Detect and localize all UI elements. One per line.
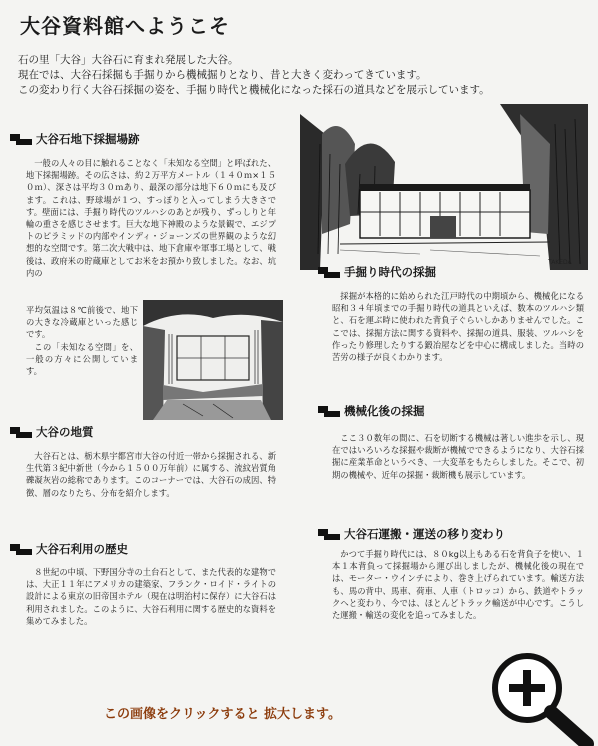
section-title: 機械化後の採掘 [344,404,425,418]
section-marker-icon [10,544,32,555]
museum-illustration [300,104,588,270]
section-marker-icon [318,406,340,417]
section-body-history: ８世紀の中頃、下野国分寺の土台石として、また代表的な建物では、大正１１年にアメリカの建築家、フランク・ロイド・ライトの設計による東京の旧帝国ホテル（現在は明治村に保存）に大谷石は利用されました。このように、大谷石利用に関する歴史的な資料を集めてみました。 [26,567,276,626]
section-heading-transport [318,526,505,542]
section-marker-icon [318,529,340,540]
enlarge-caption[interactable]: この画像をクリックすると 拡大します。 [104,707,341,722]
page-title: 大谷資料館へようこそ [20,14,230,38]
artist-signature: TAKEDA [548,259,572,266]
section-heading-geology [10,424,94,440]
section-title: 大谷石利用の歴史 [36,542,128,556]
section-heading-handdig [318,264,436,280]
section-body-underground: 一般の人々の目に触れることなく「未知なる空間」と呼ばれた、地下採掘場跡。その広さは、約２万平方メートル（１４０ｍ×１５０ｍ）、深さは平均３０ｍあり、最深の部分は地下６０ｍにも及びます。これは、野球場が１つ、すっぽりと入ってしまう大きさです。壁面には、手掘り時代のツルハシのあとが残り、ずっしりと年輪の重さを感じさせます。巨大な地下神殿のような景観で、エジプトのピラミッドの内部やインディ・ジョーンズの世界観のような幻想的な空間です。第二次大戦中は、地下倉庫や軍事工場として、戦後は、政府米の貯蔵庫としてお米をお預かり致しました。なお、坑内の [26,158,276,278]
section-body-transport: かつて手掘り時代には、８０kg以上もある石を背負子を使い、１本１本背負って採掘場から運び出しましたが、機械化後の現在では、モーター・ウインチにより、巻き上げられています。輸送方法も、馬の背中、馬車、荷車、人車（トロッコ）から、鉄道やトラックへと変わり、今では、ほとんどトラック輸送が中心です。こうした運搬・輸送の変化を追ってみました。 [332,549,584,621]
section-body-geology: 大谷石とは、栃木県宇都宮市大谷の付近一帯から採掘される、新生代第３紀中新世（今から１５００万年前）に属する、流紋岩質角礫凝灰岩の総称であります。このコーナーでは、大谷石の成因、特徴、層のなりたち、分布を紹介します。 [26,451,276,498]
section-marker-icon [318,267,340,278]
intro-line: 現在では、大谷石採掘も手掘りから機械掘りとなり、昔と大きく変わってきています。 [18,69,427,81]
section-marker-icon [10,134,32,145]
section-heading-underground [10,131,140,147]
section-title: 大谷の地質 [36,425,94,439]
section-body-underground-end: この「未知なる空間」を、一般の方々に公開しています。 [26,342,138,377]
cave-illustration [143,300,283,420]
section-body-mechanized: ここ３０数年の間に、石を切断する機械は著しい進歩を示し、現在ではいろいろな採掘や裁断が機械でできるようになり、大谷石採掘に産業革命というべき、一大変革をもたらしました。そこで、初期の機械や、近年の採掘・裁断機も展示しています。 [332,433,584,480]
intro-text [18,53,578,98]
intro-line: 石の里「大谷」大谷石に育まれ発展した大谷。 [18,54,239,66]
section-title: 大谷石運搬・運送の移り変わり [344,527,505,541]
section-heading-history [10,541,128,557]
zoom-in-icon[interactable] [487,650,595,746]
section-heading-mechanized [318,403,425,419]
intro-line: この変わり行く大谷石採掘の姿を、手掘り時代と機械化になった採石の道具などを展示しています。 [18,84,490,96]
section-body-underground-tail: 平均気温は８℃前後で、地下の大きな冷蔵庫といった感じです。 [26,305,138,340]
section-marker-icon [10,427,32,438]
section-title: 手掘り時代の採掘 [344,265,436,279]
section-title: 大谷石地下採掘場跡 [36,132,140,146]
section-body-handdig: 採掘が本格的に始められた江戸時代の中期頃から、機械化になる昭和３４年頃までの手掘り時代の道具といえば、数本のツルハシ類と、石を運ぶ時に使われた背負子ぐらいしかありませんでした。ここでは、採掘方法に関する資料や、採掘の道具、服装、ツルハシを作ったり修理したりする鍛冶屋などを中心に構成しました。当時の苦労の様子が良くわかります。 [332,291,584,363]
